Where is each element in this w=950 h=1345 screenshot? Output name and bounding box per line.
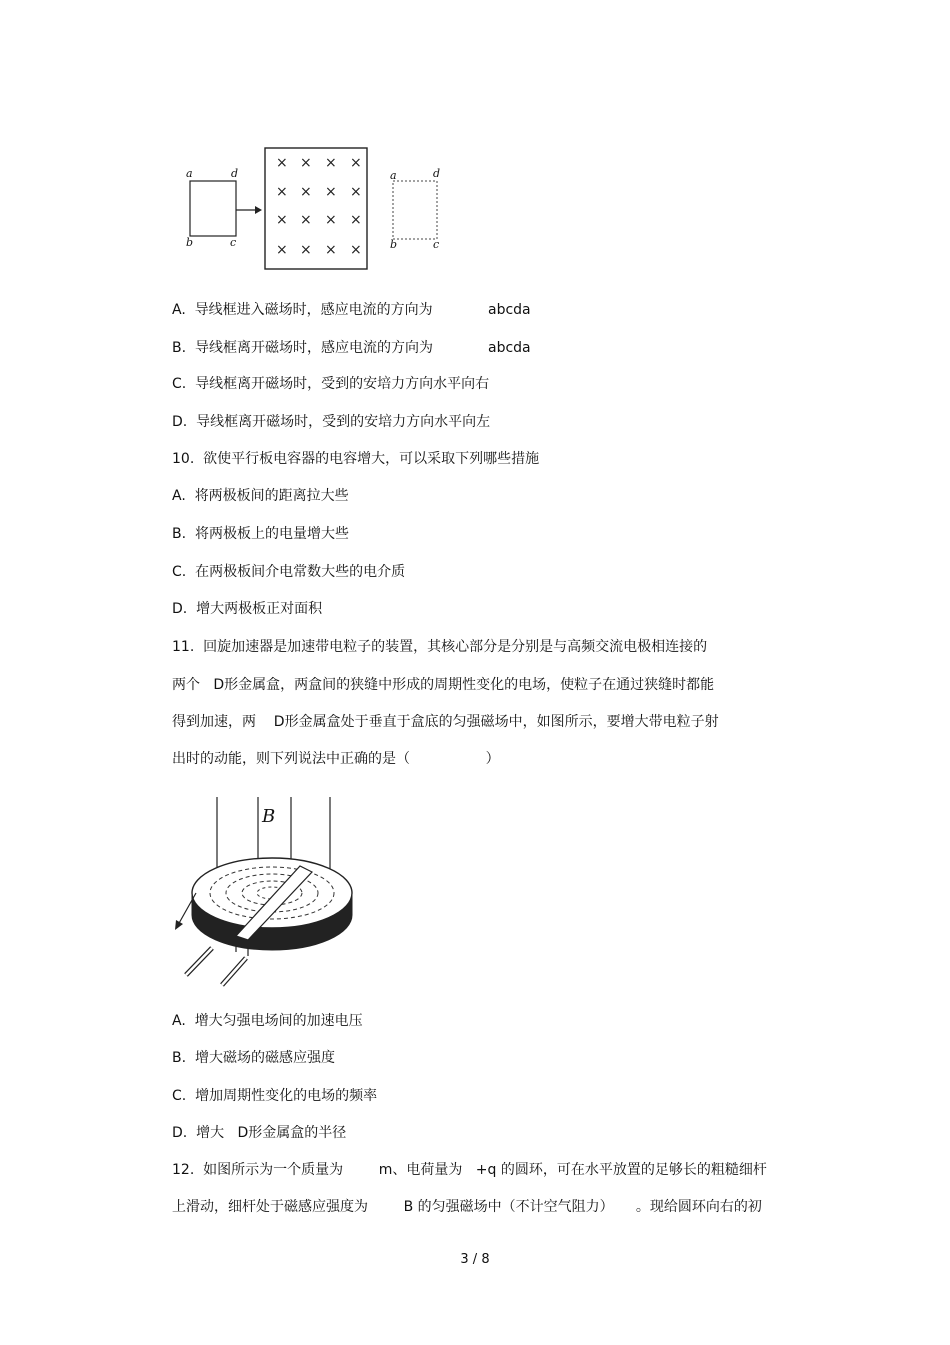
q11-stem-line-2: 两个 D形金属盒，两盒间的狭缝中形成的周期性变化的电场，使粒子在通过狭缝时都能 [172,677,715,693]
field-cross-mark: × [325,212,337,228]
label-d-left: d [231,167,239,180]
page-number: 3 / 8 [460,1252,490,1267]
q11-option-a: A. 增大匀强电场间的加速电压 [172,1013,363,1029]
q10-option-b: B. 将两极板上的电量增大些 [172,526,349,542]
field-cross-mark: × [350,184,362,200]
q11-stem-line-1: 11. 回旋加速器是加速带电粒子的装置，其核心部分是分别是与高频交流电极相连接的 [172,639,708,655]
field-cross-mark: × [350,242,362,258]
field-cross-mark: × [276,242,288,258]
field-cross-mark: × [276,212,288,228]
q11-stem-line-4: 出时的动能，则下列说法中正确的是（ ） [172,751,500,767]
field-cross-mark: × [350,212,362,228]
q10-option-c: C. 在两极板间介电常数大些的电介质 [172,564,406,580]
q9-option-b: B. 导线框离开磁场时，感应电流的方向为 abcda [172,340,531,356]
q11-option-c: C. 增加周期性变化的电场的频率 [172,1088,378,1104]
magnetic-field-label: B [262,806,276,827]
q9-option-d: D. 导线框离开磁场时，受到的安培力方向水平向左 [172,414,491,430]
label-b-left: b [186,236,194,249]
field-cross-mark: × [300,155,312,171]
q10-option-a: A. 将两极板间的距离拉大些 [172,488,349,504]
label-a-right: a [390,169,397,182]
label-a-left: a [186,167,193,180]
q11-option-d: D. 增大 D形金属盒的半径 [172,1125,347,1141]
q9-option-a: A. 导线框进入磁场时，感应电流的方向为 abcda [172,302,531,318]
field-cross-mark: × [325,184,337,200]
label-c-left: c [230,236,237,249]
field-cross-mark: × [276,184,288,200]
q10-option-d: D. 增大两极板正对面积 [172,601,323,617]
label-c-right: c [433,238,440,251]
q12-stem-line-1: 12. 如图所示为一个质量为 m、电荷量为 +q 的圆环，可在水平放置的足够长的粗糙细杆 [172,1162,767,1178]
q11-stem-line-3: 得到加速，两 D形金属盒处于垂直于盒底的匀强磁场中，如图所示，要增大带电粒子射 [172,714,719,730]
q12-stem-line-2: 上滑动，细杆处于磁感应强度为 B 的匀强磁场中（不计空气阻力） 。现给圆环向右的初 [172,1199,762,1215]
field-cross-mark: × [276,155,288,171]
label-b-right: b [390,238,398,251]
field-cross-mark: × [300,184,312,200]
q11-option-b: B. 增大磁场的磁感应强度 [172,1050,335,1066]
label-d-right: d [433,167,441,180]
field-cross-mark: × [325,155,337,171]
field-cross-mark: × [350,155,362,171]
field-cross-mark: × [325,242,337,258]
field-cross-mark: × [300,212,312,228]
q10-stem: 10. 欲使平行板电容器的电容增大，可以采取下列哪些措施 [172,451,540,467]
field-cross-mark: × [300,242,312,258]
q9-option-c: C. 导线框离开磁场时，受到的安培力方向水平向右 [172,376,490,392]
